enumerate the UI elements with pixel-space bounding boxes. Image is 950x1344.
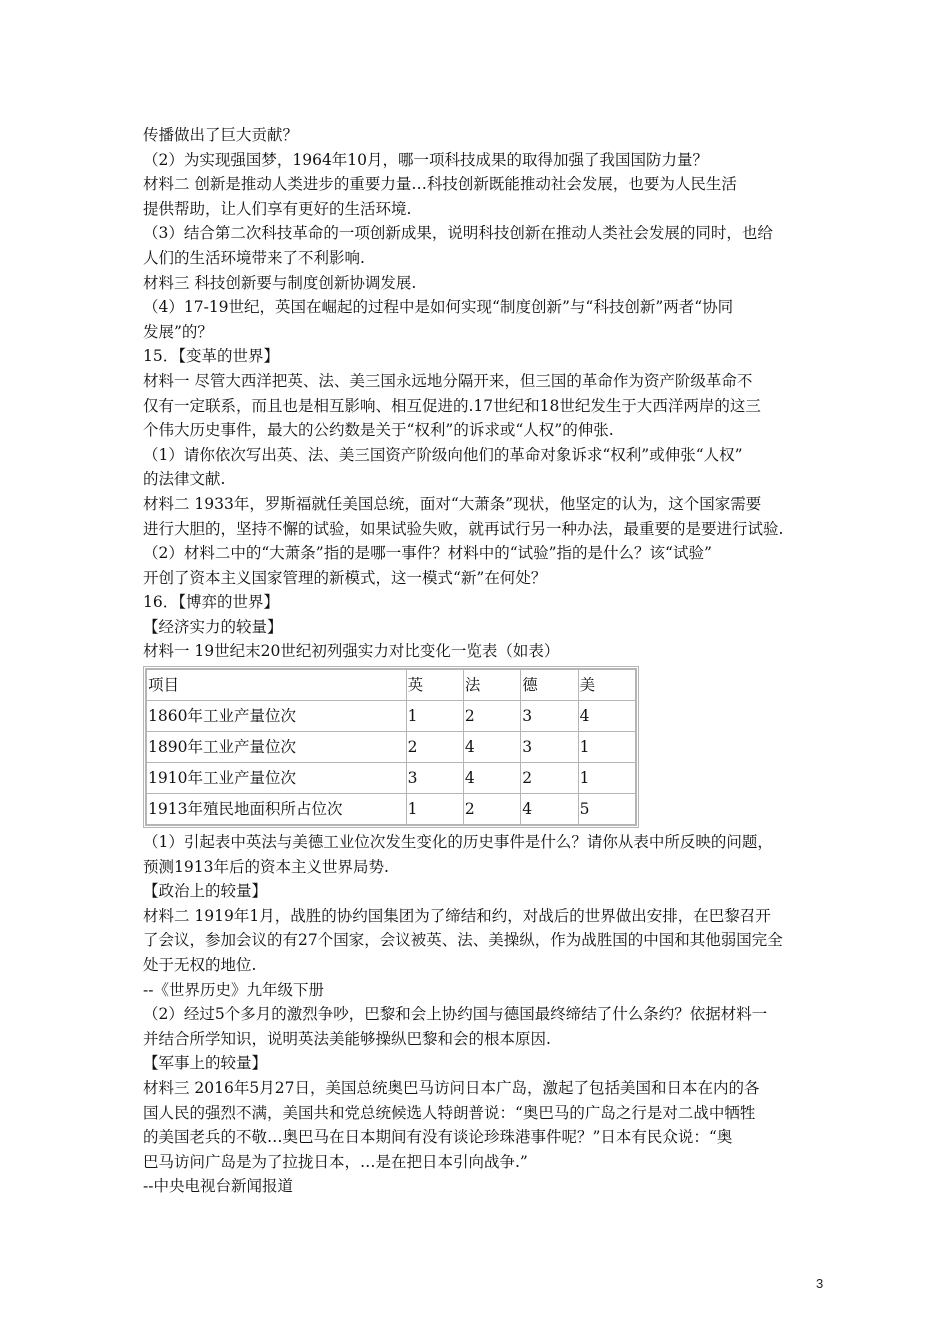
text-line: 的法律文献. [143,470,226,489]
table-cell: 5 [578,794,635,825]
text-line: 开创了资本主义国家管理的新模式，这一模式“新”在何处？ [143,568,547,587]
text-line: （4）17-19世纪，英国在崛起的过程中是如何实现“制度创新”与“科技创新”两者“协同 [143,298,734,317]
text-block-top [143,123,813,664]
document-page [143,123,813,1199]
text-line: 16．【博弈的世界】 [143,593,279,612]
table-cell: 2 [406,732,463,763]
table-cell: 4 [463,763,520,794]
text-line: 材料一 尽管大西洋把英、法、美三国永远地分隔开来，但三国的革命作为资产阶级革命不 [143,371,753,390]
text-line: 预测1913年后的资本主义世界局势. [143,857,389,876]
text-line: 提供帮助，让人们享有更好的生活环境. [143,199,412,218]
table-header-cell: 美 [578,670,635,701]
text-line: 个伟大历史事件，最大的公约数是关于“权利”的诉求或“人权”的伸张. [143,421,614,440]
table-cell: 1 [406,701,463,732]
text-line: （2）材料二中的“大萧条”指的是哪一事件？材料中的“试验”指的是什么？该“试验” [143,544,712,563]
table-row [147,763,636,794]
table-cell: 1 [578,732,635,763]
text-line: 传播做出了巨大贡献？ [143,126,299,144]
text-line: （1）请你依次写出英、法、美三国资产阶级向他们的革命对象诉求“权利”或伸张“人权” [143,445,743,464]
table-header-row [147,670,636,701]
text-block-bottom [143,830,813,1199]
table-cell: 1913年殖民地面积所占位次 [147,794,407,825]
table-row [147,732,636,763]
text-line: 【经济实力的较量】 [143,617,283,636]
table-header-cell: 法 [463,670,520,701]
text-line: 处于无权的地位. [143,956,257,975]
table-cell: 2 [463,794,520,825]
text-line: 材料三 2016年5月27日，美国总统奥巴马访问日本广岛，激起了包括美国和日本在内的各 [143,1079,760,1097]
text-line: --中央电视台新闻报道 [143,1177,293,1196]
table-row [147,701,636,732]
table-cell: 4 [578,701,635,732]
powers-comparison-table [143,666,639,828]
text-line: 并结合所学知识，说明英法美能够操纵巴黎和会的根本原因. [143,1029,551,1048]
table-cell: 3 [521,732,578,763]
text-line: （3）结合第二次科技革命的一项创新成果，说明科技创新在推动人类社会发展的同时，也给 [143,224,773,243]
text-line: --《世界历史》九年级下册 [143,980,324,999]
table-cell: 4 [521,794,578,825]
table-cell: 4 [463,732,520,763]
table-cell: 2 [521,763,578,794]
text-line: 发展”的？ [143,322,213,341]
table-cell: 1 [578,763,635,794]
table-row [147,794,636,825]
table-header-cell: 英 [406,670,463,701]
table-header-cell: 德 [521,670,578,701]
table-cell: 1 [406,794,463,825]
text-line: 【军事上的较量】 [143,1054,268,1073]
text-line: 了会议，参加会议的有27个国家，会议被英、法、美操纵，作为战胜国的中国和其他弱国完全 [143,931,783,950]
table-header-cell: 项目 [147,670,407,701]
table-cell: 1890年工业产量位次 [147,732,407,763]
text-line: 材料二 1919年1月，战胜的协约国集团为了缔结和约，对战后的世界做出安排，在巴黎召开 [143,906,771,925]
table-cell: 3 [406,763,463,794]
text-line: （2）为实现强国梦，1964年10月，哪一项科技成果的取得加强了我国国防力量？ [143,150,709,169]
text-line: 仅有一定联系，而且也是相互影响、相互促进的.17世纪和18世纪发生于大西洋两岸的这三 [143,396,761,415]
text-line: 国人民的强烈不满，美国共和党总统候选人特朗普说：“奥巴马的广岛之行是对二战中牺牲 [143,1103,756,1122]
table-cell: 3 [521,701,578,732]
text-line: （2）经过5个多月的激烈争吵，巴黎和会上协约国与德国最终缔结了什么条约？依据材料一 [143,1005,768,1024]
table-cell: 2 [463,701,520,732]
table-cell: 1910年工业产量位次 [147,763,407,794]
text-line: （1）引起表中英法与美德工业位次发生变化的历史事件是什么？请你从表中所反映的问题， [143,833,773,852]
text-line: 材料二 创新是推动人类进步的重要力量…科技创新既能推动社会发展，也要为人民生活 [143,175,737,194]
page-number: 3 [816,1276,824,1291]
text-line: 【政治上的较量】 [143,882,268,901]
text-line: 15．【变革的世界】 [143,347,279,366]
text-line: 材料三 科技创新要与制度创新协调发展. [143,273,417,292]
text-line: 的美国老兵的不敬…奥巴马在日本期间有没有谈论珍珠港事件呢？”日本有民众说：“奥 [143,1128,733,1147]
text-line: 材料一 19世纪末20世纪初列强实力对比变化一览表（如表） [143,642,560,661]
text-line: 人们的生活环境带来了不利影响. [143,248,365,267]
text-line: 进行大胆的，坚持不懈的试验，如果试验失败，就再试行另一种办法，最重要的是要进行试验. [143,519,784,538]
text-line: 材料二 1933年，罗斯福就任美国总统，面对“大萧条”现状，他坚定的认为，这个国家需要 [143,494,762,513]
text-line: 巴马访问广岛是为了拉拢日本，…是在把日本引向战争.” [143,1152,528,1171]
table-cell: 1860年工业产量位次 [147,701,407,732]
